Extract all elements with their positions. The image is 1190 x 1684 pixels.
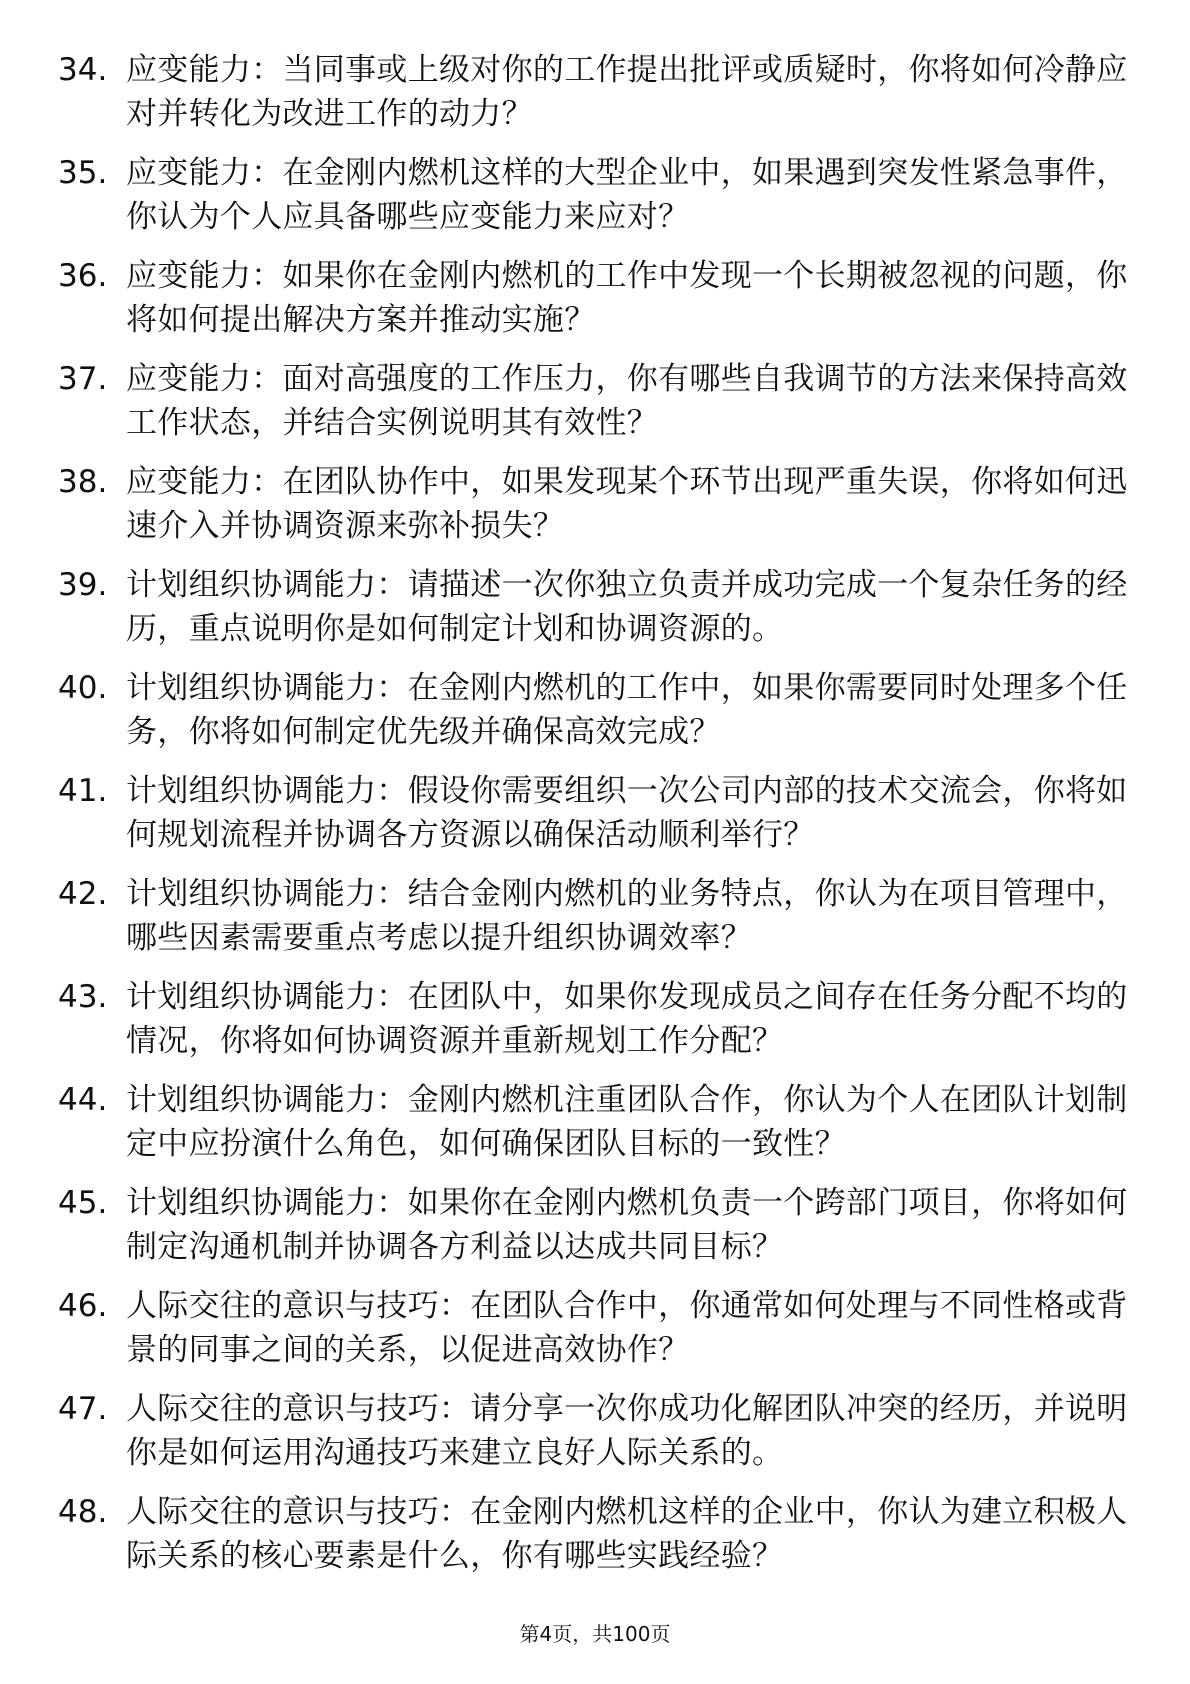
question-text: 应变能力：在金刚内燃机这样的大型企业中，如果遇到突发性紧急事件，你认为个人应具备哪些应变能力来应对？ bbox=[126, 155, 1128, 235]
question-number: 48. bbox=[58, 1494, 108, 1530]
question-number: 36. bbox=[58, 258, 108, 294]
question-number: 35. bbox=[58, 155, 108, 191]
question-number: 46. bbox=[58, 1288, 108, 1324]
question-number: 42. bbox=[58, 876, 108, 912]
list-item bbox=[58, 563, 1138, 666]
question-text: 计划组织协调能力：假设你需要组织一次公司内部的技术交流会，你将如何规划流程并协调各方资源以确保活动顺利举行？ bbox=[126, 773, 1128, 853]
list-item bbox=[58, 769, 1138, 872]
list-item bbox=[58, 1284, 1138, 1387]
question-number: 40. bbox=[58, 670, 108, 706]
question-number: 45. bbox=[58, 1185, 108, 1221]
question-number: 39. bbox=[58, 567, 108, 603]
question-number: 34. bbox=[58, 52, 108, 88]
list-item bbox=[58, 357, 1138, 460]
list-item bbox=[58, 48, 1138, 151]
question-text: 应变能力：面对高强度的工作压力，你有哪些自我调节的方法来保持高效工作状态，并结合实例说明其有效性？ bbox=[126, 361, 1128, 441]
question-text: 应变能力：当同事或上级对你的工作提出批评或质疑时，你将如何冷静应对并转化为改进工作的动力？ bbox=[126, 52, 1128, 132]
question-text: 人际交往的意识与技巧：在金刚内燃机这样的企业中，你认为建立积极人际关系的核心要素是什么，你有哪些实践经验？ bbox=[126, 1494, 1128, 1574]
question-text: 计划组织协调能力：在团队中，如果你发现成员之间存在任务分配不均的情况，你将如何协调资源并重新规划工作分配？ bbox=[126, 979, 1128, 1059]
question-text: 人际交往的意识与技巧：在团队合作中，你通常如何处理与不同性格或背景的同事之间的关系，以促进高效协作？ bbox=[126, 1288, 1128, 1368]
question-text: 计划组织协调能力：金刚内燃机注重团队合作，你认为个人在团队计划制定中应扮演什么角色，如何确保团队目标的一致性？ bbox=[126, 1082, 1128, 1162]
question-text: 计划组织协调能力：请描述一次你独立负责并成功完成一个复杂任务的经历，重点说明你是如何制定计划和协调资源的。 bbox=[126, 567, 1128, 647]
list-item bbox=[58, 1181, 1138, 1284]
question-text: 应变能力：如果你在金刚内燃机的工作中发现一个长期被忽视的问题，你将如何提出解决方案并推动实施？ bbox=[126, 258, 1128, 338]
question-number: 38. bbox=[58, 464, 108, 500]
question-text: 计划组织协调能力：如果你在金刚内燃机负责一个跨部门项目，你将如何制定沟通机制并协调各方利益以达成共同目标？ bbox=[126, 1185, 1128, 1265]
question-list bbox=[58, 48, 1138, 1593]
list-item bbox=[58, 460, 1138, 563]
question-text: 计划组织协调能力：在金刚内燃机的工作中，如果你需要同时处理多个任务，你将如何制定优先级并确保高效完成？ bbox=[126, 670, 1128, 750]
question-number: 37. bbox=[58, 361, 108, 397]
list-item bbox=[58, 975, 1138, 1078]
page-footer: 第4页，共100页 bbox=[519, 1622, 671, 1646]
question-text: 应变能力：在团队协作中，如果发现某个环节出现严重失误，你将如何迅速介入并协调资源来弥补损失？ bbox=[126, 464, 1128, 544]
list-item bbox=[58, 1387, 1138, 1490]
question-number: 41. bbox=[58, 773, 108, 809]
list-item bbox=[58, 1490, 1138, 1593]
question-text: 计划组织协调能力：结合金刚内燃机的业务特点，你认为在项目管理中，哪些因素需要重点考虑以提升组织协调效率？ bbox=[126, 876, 1128, 956]
question-text: 人际交往的意识与技巧：请分享一次你成功化解团队冲突的经历，并说明你是如何运用沟通技巧来建立良好人际关系的。 bbox=[126, 1391, 1128, 1471]
list-item bbox=[58, 1078, 1138, 1181]
list-item bbox=[58, 666, 1138, 769]
question-number: 44. bbox=[58, 1082, 108, 1118]
list-item bbox=[58, 254, 1138, 357]
question-number: 43. bbox=[58, 979, 108, 1015]
list-item bbox=[58, 872, 1138, 975]
question-number: 47. bbox=[58, 1391, 108, 1427]
list-item bbox=[58, 151, 1138, 254]
